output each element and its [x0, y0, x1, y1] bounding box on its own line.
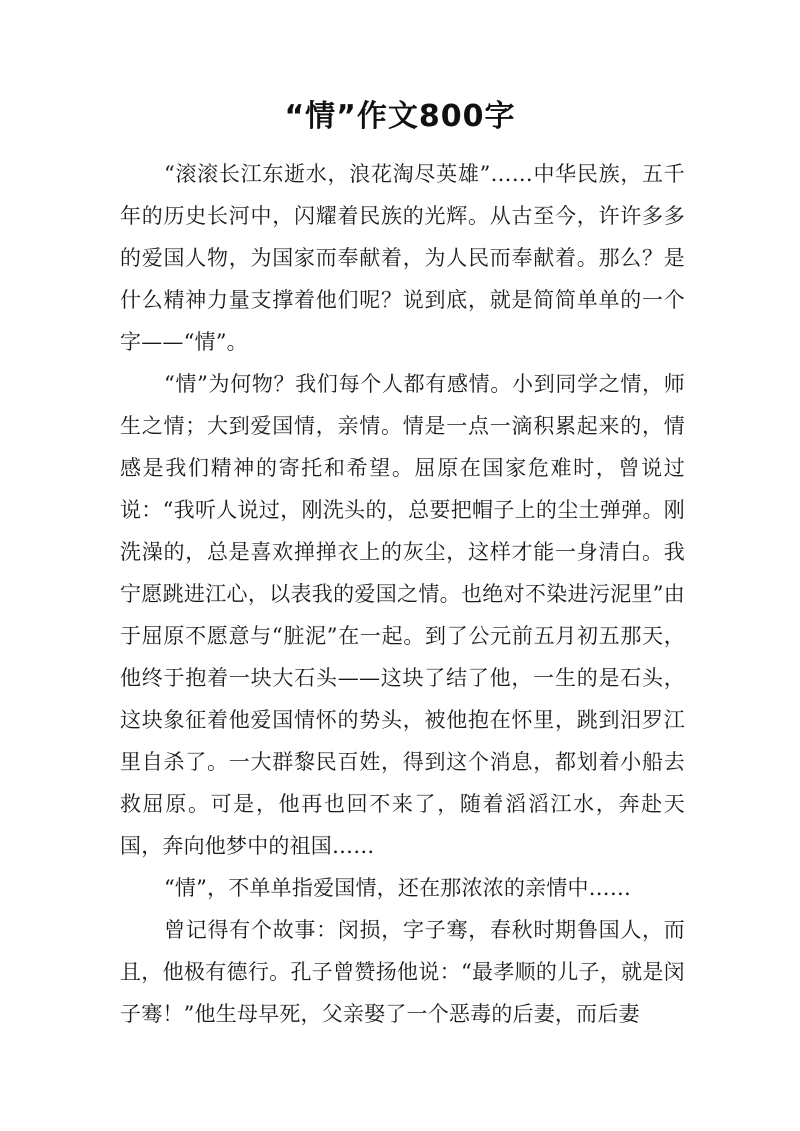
document-title: “情”作文800字 [284, 99, 516, 134]
paragraph-3: “情”，不单单指爱国情，还在那浓浓的亲情中…… [164, 876, 632, 900]
paragraph-4: 曾记得有个故事：闵损，字子骞，春秋时期鲁国人，而且，他极有德行。孔子曾赞扬他说：“最孝顺的儿子，就是闵子骞！”他生母早死，父亲娶了一个恶毒的后妻，而后妻 [120, 918, 685, 1026]
paragraph-1: “滚滚长江东逝水，浪花淘尽英雄”……中华民族，五千年的历史长河中，闪耀着民族的光辉。从古至今，许许多多的爱国人物，为国家而奉献着，为人民而奉献着。那么？是什么精神力量支撑着他们呢？说到底，就是简简单单的一个字——“情”。 [120, 162, 685, 354]
document-body [120, 153, 685, 1035]
paragraph-2: “情”为何物？我们每个人都有感情。小到同学之情，师生之情；大到爱国情，亲情。情是一点一滴积累起来的，情感是我们精神的寄托和希望。屈原在国家危难时，曾说过说：“我听人说过，刚洗头的，总要把帽子上的尘土弹弹。刚洗澡的，总是喜欢掸掸衣上的灰尘，这样才能一身清白。我宁愿跳进江心，以表我的爱国之情。也绝对不染进污泥里”由于屈原不愿意与“脏泥”在一起。到了公元前五月初五那天，他终于抱着一块大石头——这块了结了他，一生的是石头，这块象征着他爱国情怀的势头，被他抱在怀里，跳到汨罗江里自杀了。一大群黎民百姓，得到这个消息，都划着小船去救屈原。可是，他再也回不来了，随着滔滔江水，奔赴天国，奔向他梦中的祖国…… [120, 372, 685, 858]
